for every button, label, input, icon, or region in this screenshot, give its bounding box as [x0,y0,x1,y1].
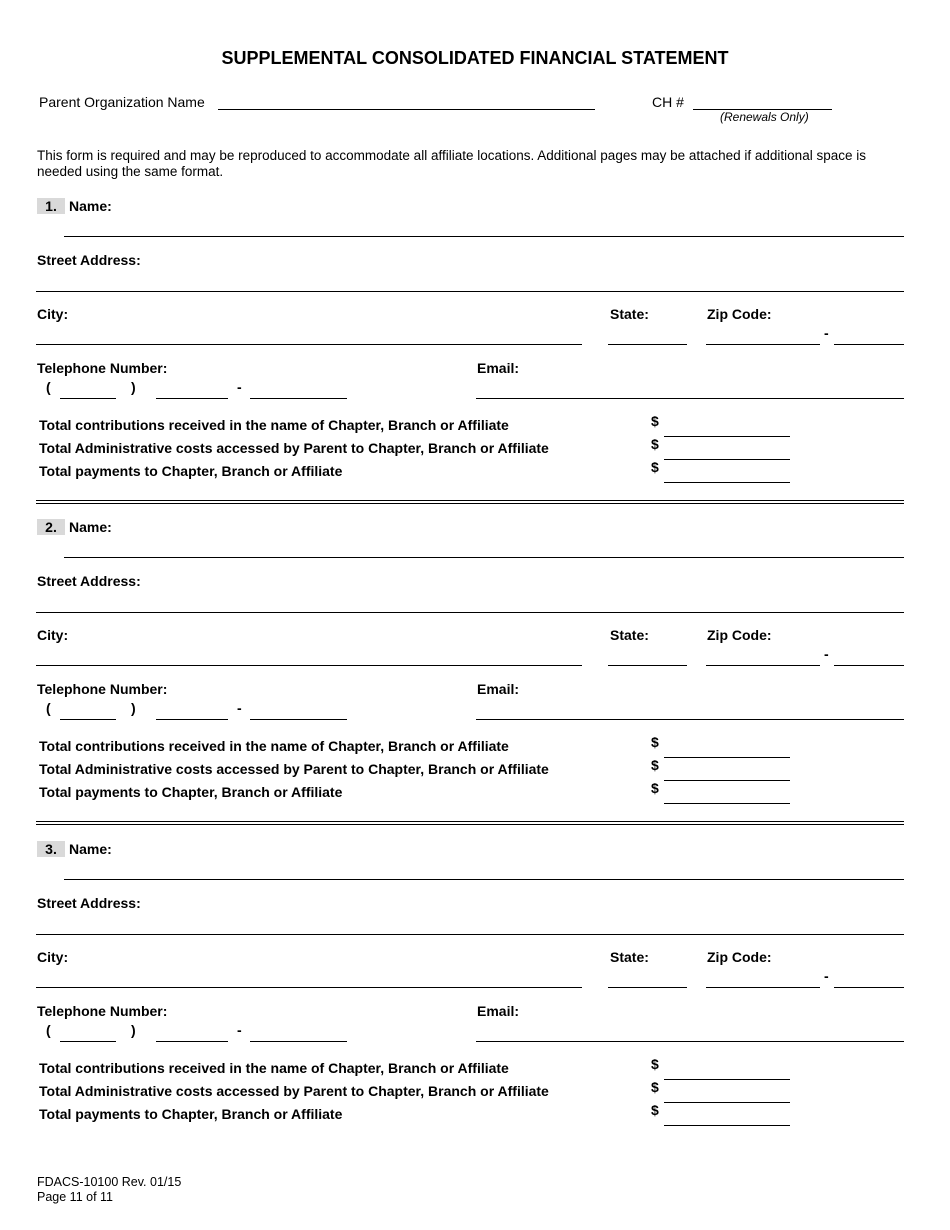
total-contributions-label: Total contributions received in the name of Chapter, Branch or Affiliate [39,1060,509,1076]
dollar-sign: $ [651,413,659,429]
zip-extension-field[interactable] [834,344,904,345]
renewals-note: (Renewals Only) [720,110,809,124]
area-code-field[interactable] [60,719,116,720]
section-divider [36,821,904,825]
total-admin-costs-label: Total Administrative costs accessed by Parent to Chapter, Branch or Affiliate [39,440,549,456]
city-label: City: [37,306,69,322]
total-contributions-label: Total contributions received in the name of Chapter, Branch or Affiliate [39,738,509,754]
street-address-field[interactable] [36,934,904,935]
phone-line-field[interactable] [250,719,347,720]
form-number: FDACS-10100 Rev. 01/15 [37,1175,182,1189]
name-field[interactable] [64,879,904,880]
dollar-sign: $ [651,734,659,750]
city-field[interactable] [36,987,582,988]
email-field[interactable] [476,719,904,720]
phone-dash: - [237,1022,242,1038]
state-label: State: [610,949,649,965]
state-field[interactable] [608,987,687,988]
name-field[interactable] [64,236,904,237]
state-field[interactable] [608,344,687,345]
email-label: Email: [477,360,520,376]
total-contributions-field[interactable] [664,436,790,437]
total-payments-field[interactable] [664,1125,790,1126]
section-divider [36,500,904,504]
phone-dash: - [237,700,242,716]
dollar-sign: $ [651,459,659,475]
zip-dash: - [824,646,829,662]
intro-text: This form is required and may be reproduced to accommodate all affiliate locations. Additional pages may be attached if additional space is needed using the same format. [37,148,866,179]
email-field[interactable] [476,1041,904,1042]
total-payments-label: Total payments to Chapter, Branch or Affiliate [39,784,343,800]
total-contributions-label: Total contributions received in the name of Chapter, Branch or Affiliate [39,417,509,433]
street-address-field[interactable] [36,612,904,613]
zip-field[interactable] [706,987,820,988]
phone-prefix-field[interactable] [156,719,228,720]
section-number: 3. [37,841,65,857]
total-contributions-field[interactable] [664,757,790,758]
dollar-sign: $ [651,1079,659,1095]
section-number: 1. [37,198,65,214]
phone-paren-close: ) [131,379,136,395]
phone-line-field[interactable] [250,1041,347,1042]
dollar-sign: $ [651,436,659,452]
area-code-field[interactable] [60,1041,116,1042]
state-label: State: [610,306,649,322]
street-address-field[interactable] [36,291,904,292]
name-label: Name: [69,519,112,535]
form-title: SUPPLEMENTAL CONSOLIDATED FINANCIAL STATEMENT [221,48,729,68]
name-label: Name: [69,841,112,857]
zip-extension-field[interactable] [834,987,904,988]
phone-dash: - [237,379,242,395]
total-admin-costs-field[interactable] [664,459,790,460]
total-admin-costs-field[interactable] [664,780,790,781]
email-field[interactable] [476,398,904,399]
dollar-sign: $ [651,757,659,773]
zip-field[interactable] [706,665,820,666]
dollar-sign: $ [651,1056,659,1072]
city-field[interactable] [36,344,582,345]
phone-paren-close: ) [131,700,136,716]
page-number: Page 11 of 11 [37,1190,113,1204]
city-field[interactable] [36,665,582,666]
phone-paren-open: ( [46,379,51,395]
phone-paren-open: ( [46,700,51,716]
name-field[interactable] [64,557,904,558]
zip-field[interactable] [706,344,820,345]
dollar-sign: $ [651,780,659,796]
state-label: State: [610,627,649,643]
city-label: City: [37,627,69,643]
name-label: Name: [69,198,112,214]
zip-extension-field[interactable] [834,665,904,666]
total-payments-field[interactable] [664,482,790,483]
total-contributions-field[interactable] [664,1079,790,1080]
phone-paren-open: ( [46,1022,51,1038]
zip-label: Zip Code: [707,949,772,965]
parent-org-field[interactable] [218,109,595,111]
footer [37,1175,181,1205]
street-address-label: Street Address: [37,252,141,268]
email-label: Email: [477,1003,520,1019]
street-address-label: Street Address: [37,573,141,589]
total-payments-field[interactable] [664,803,790,804]
telephone-label: Telephone Number: [37,681,168,697]
zip-dash: - [824,968,829,984]
city-label: City: [37,949,69,965]
total-admin-costs-label: Total Administrative costs accessed by Parent to Chapter, Branch or Affiliate [39,761,549,777]
state-field[interactable] [608,665,687,666]
phone-paren-close: ) [131,1022,136,1038]
total-payments-label: Total payments to Chapter, Branch or Affiliate [39,1106,343,1122]
zip-label: Zip Code: [707,306,772,322]
total-admin-costs-label: Total Administrative costs accessed by Parent to Chapter, Branch or Affiliate [39,1083,549,1099]
street-address-label: Street Address: [37,895,141,911]
email-label: Email: [477,681,520,697]
telephone-label: Telephone Number: [37,360,168,376]
phone-line-field[interactable] [250,398,347,399]
parent-org-label: Parent Organization Name [39,94,205,110]
ch-label: CH # [652,94,684,110]
phone-prefix-field[interactable] [156,398,228,399]
dollar-sign: $ [651,1102,659,1118]
phone-prefix-field[interactable] [156,1041,228,1042]
zip-dash: - [824,325,829,341]
total-payments-label: Total payments to Chapter, Branch or Affiliate [39,463,343,479]
area-code-field[interactable] [60,398,116,399]
zip-label: Zip Code: [707,627,772,643]
telephone-label: Telephone Number: [37,1003,168,1019]
section-number: 2. [37,519,65,535]
total-admin-costs-field[interactable] [664,1102,790,1103]
